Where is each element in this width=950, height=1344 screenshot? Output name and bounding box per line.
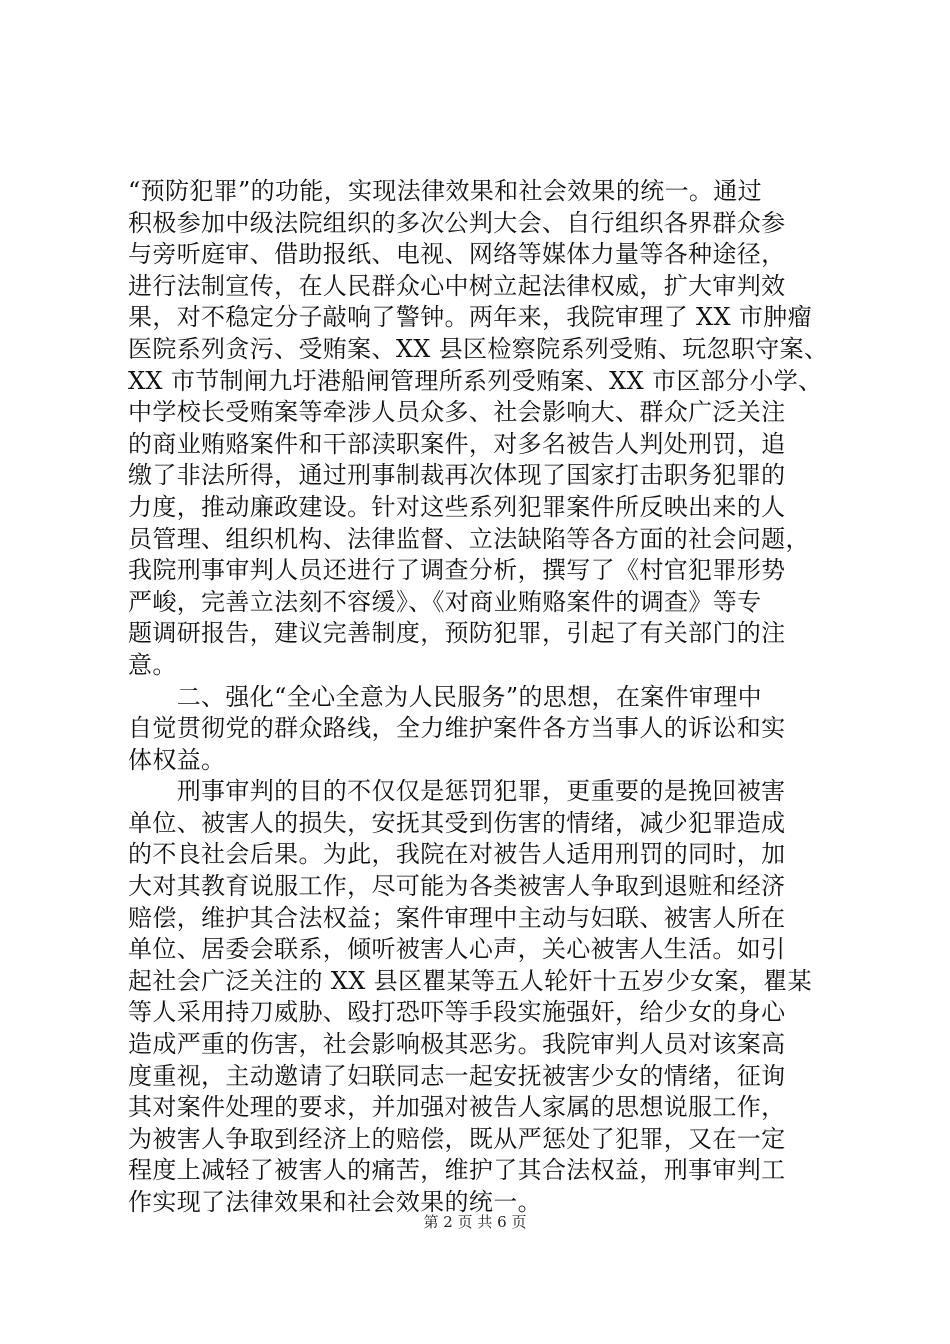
text-line: 题调研报告，建议完善制度，预防犯罪，引起了有关部门的注 [128,619,786,648]
text-line: 赔偿，维护其合法权益；案件审理中主动与妇联、被害人所在 [128,903,786,932]
text-line: 果，对不稳定分子敲响了警钟。两年来，我院审理了 XX 市肿瘤 [128,303,812,332]
text-line: 单位、被害人的损失，安抚其受到伤害的情绪，减少犯罪造成 [128,808,786,837]
page-number-footer: 第 2 页 共 6 页 [423,1213,527,1231]
section-heading-line: 体权益。 [128,745,226,774]
text-line: 的不良社会后果。为此，我院在对被告人适用刑罚的同时，加 [128,840,786,869]
text-line: 其对案件处理的要求，并加强对被告人家属的思想说服工作， [128,1093,786,1122]
text-line: 度重视，主动邀请了妇联同志一起安抚被害少女的情绪，征询 [128,1061,786,1090]
section-heading-line: 二、强化“全心全意为人民服务”的思想，在案件审理中 [128,682,762,711]
text-line: 单位、居委会联系，倾听被害人心声，关心被害人生活。如引 [128,935,786,964]
text-line: 缴了非法所得，通过刑事制裁再次体现了国家打击职务犯罪的 [128,461,786,490]
text-line: 积极参加中级法院组织的多次公判大会、自行组织各界群众参 [128,208,786,237]
text-line: 进行法制宣传，在人民群众心中树立起法律权威，扩大审判效 [128,271,786,300]
text-line: 等人采用持刀威胁、殴打恐吓等手段实施强奸，给少女的身心 [128,998,786,1027]
text-line: 造成严重的伤害，社会影响极其恶劣。我院审判人员对该案高 [128,1030,786,1059]
text-line: 作实现了法律效果和社会效果的统一。 [128,1188,542,1216]
text-line: 中学校长受贿案等牵涉人员众多、社会影响大、群众广泛关注 [128,398,786,427]
section-heading-line: 自觉贯彻党的群众路线，全力维护案件各方当事人的诉讼和实 [128,714,786,743]
body-text [128,176,838,1219]
text-line: 为被害人争取到经济上的赔偿，既从严惩处了犯罪，又在一定 [128,1124,786,1153]
text-line: 我院刑事审判人员还进行了调查分析，撰写了《村官犯罪形势 [128,556,786,585]
text-line: “预防犯罪”的功能，实现法律效果和社会效果的统一。通过 [128,177,762,205]
text-line: 与旁听庭审、借助报纸、电视、网络等媒体力量等各种途径， [128,240,786,269]
text-line: 意。 [128,650,177,679]
text-line: 医院系列贪污、受贿案、XX 县区检察院系列受贿、玩忽职守案、 [128,334,829,363]
text-line: 严峻，完善立法刻不容缓》、《对商业贿赂案件的调查》等专 [128,587,762,616]
text-line: XX 市节制闸九圩港船闸管理所系列受贿案、XX 市区部分小学、 [128,366,823,395]
text-line: 起社会广泛关注的 XX 县区瞿某等五人轮奸十五岁少女案，瞿某 [128,966,812,995]
text-line: 力度，推动廉政建设。针对这些系列犯罪案件所反映出来的人 [128,492,786,521]
text-line: 大对其教育说服工作，尽可能为各类被害人争取到退赃和经济 [128,872,786,901]
text-line: 员管理、组织机构、法律监督、立法缺陷等各方面的社会问题， [128,524,810,553]
text-line: 程度上减轻了被害人的痛苦，维护了其合法权益，刑事审判工 [128,1156,786,1185]
text-line: 的商业贿赂案件和干部渎职案件，对多名被告人判处刑罚，追 [128,429,786,458]
text-line: 刑事审判的目的不仅仅是惩罚犯罪，更重要的是挽回被害 [128,777,786,806]
